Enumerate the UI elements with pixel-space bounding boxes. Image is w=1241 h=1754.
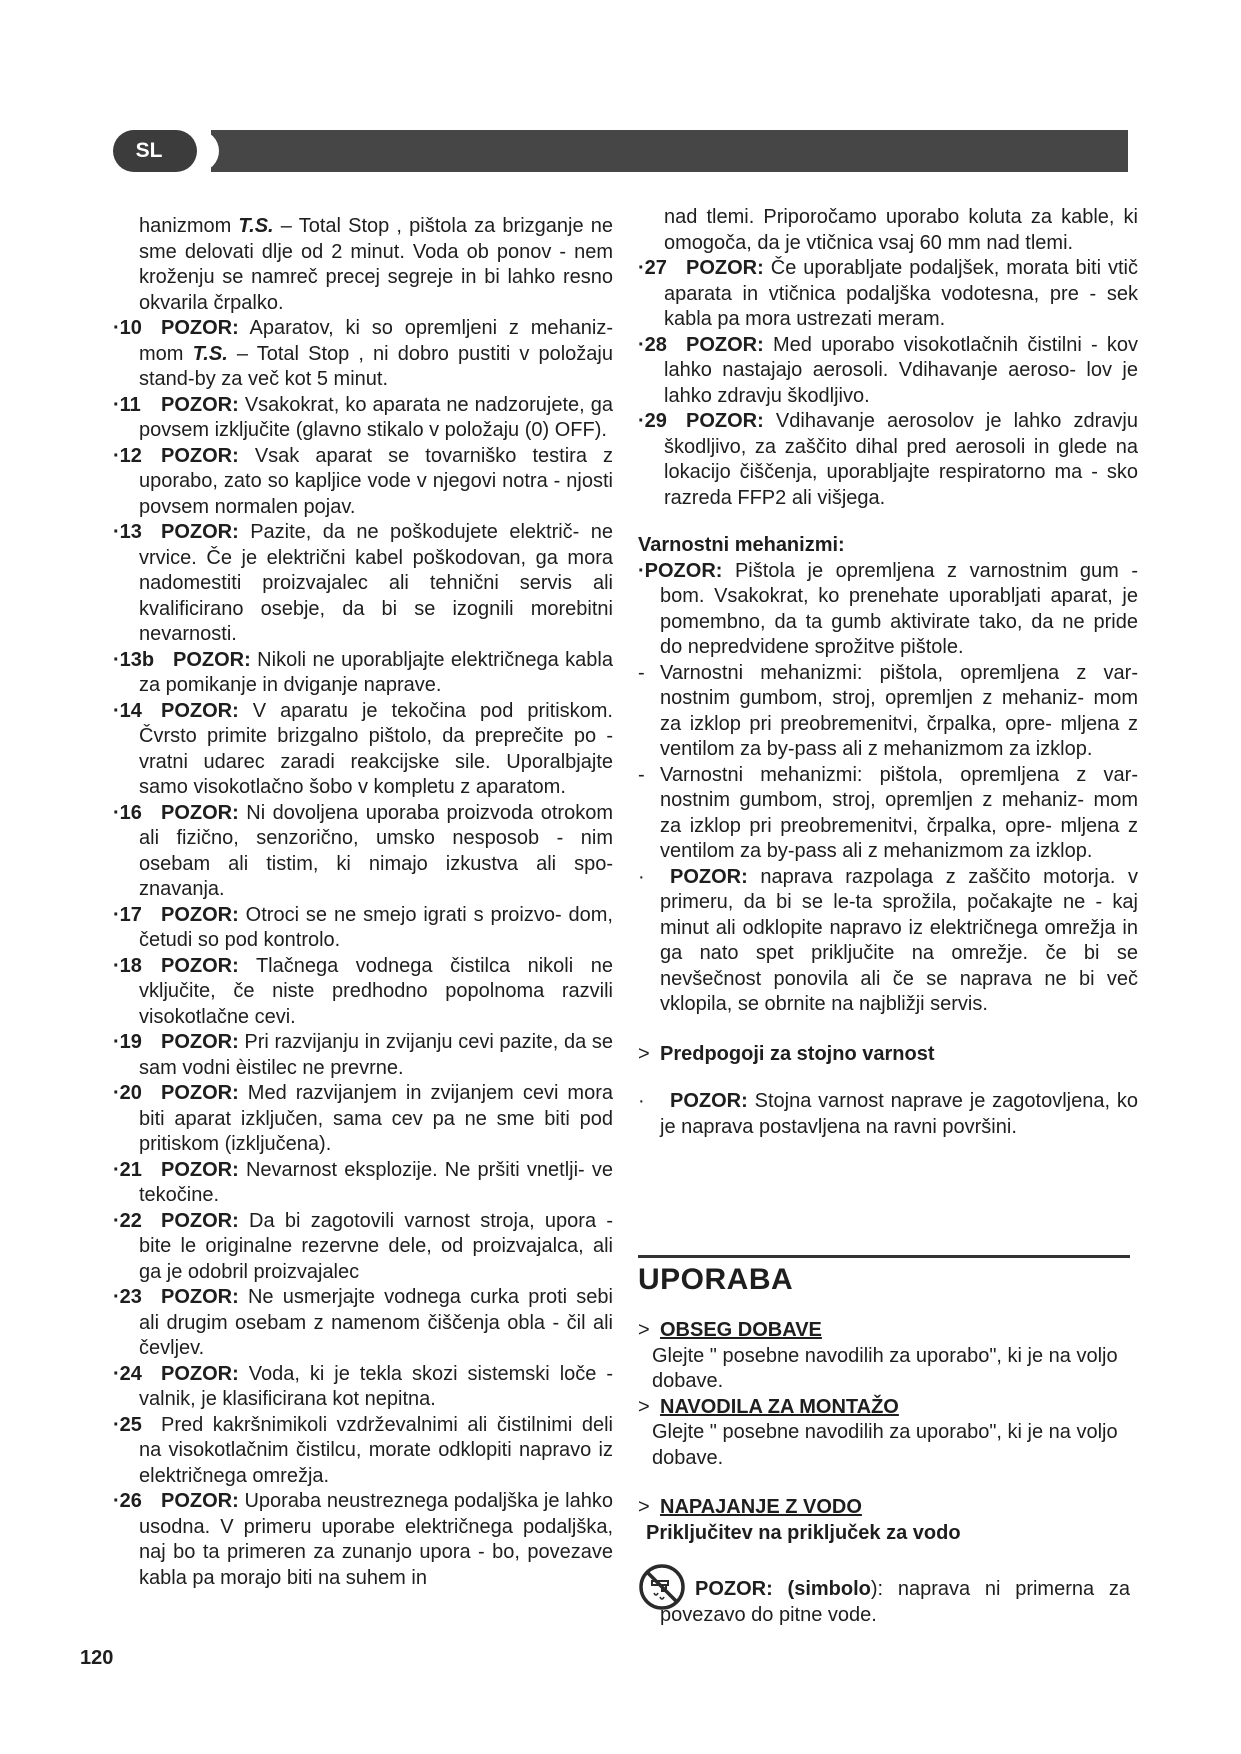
item-number: ·25 [113,1413,142,1436]
pozor-label: POZOR: [686,333,764,356]
warning-item: ·11 POZOR: Vsakokrat, ko aparata ne nadzorujete, ga povsem izključite (glavno stikalo v položaju (0) OFF). [113,393,613,441]
pozor-label: POZOR: [161,1158,239,1181]
pozor-label: POZOR: [161,317,239,339]
page-header [113,130,1128,172]
warning-item: ·16 POZOR: Ni dovoljena uporaba proizvoda otrokom ali fizično, senzorično, umsko nesposob - nim osebam ali tistim, ki nimajo izkustva ali spo- znavanja. [113,801,613,900]
item-number: ·28 [638,333,667,356]
pozor-label: POZOR: [161,1286,239,1308]
item-number: ·19 [113,1031,142,1053]
pozor-label: POZOR: [161,699,239,722]
language-badge: SL [113,130,197,172]
item-number: ·13 [113,521,142,543]
warning-item: ·25 Pred kakršnimikoli vzdrževalnimi ali čistilnimi deli na visokotlačnim čistilcu, morate odklopiti napravo iz električnega omrežja. [113,1413,613,1487]
item-number: ·10 [113,317,142,339]
section-rule [638,1255,1130,1258]
pozor-label: POZOR: [161,954,239,977]
pozor-label: POZOR: [161,521,239,543]
item-number: ·22 [113,1209,142,1232]
warning-item: ·26 POZOR: Uporaba neustreznega podaljška je lahko usodna. V primeru uporabe električnega podaljška, naj bo ta primeren za zunanjo upora - bo, povezave kabla pa morajo biti na suhem in [113,1490,613,1589]
item-number: ·17 [113,903,142,926]
warning-item: ·17 POZOR: Otroci se ne smejo igrati s proizvo- dom, četudi so pod kontrolo. [113,903,613,951]
pozor-label: POZOR: [173,648,251,671]
item-number: ·12 [113,444,142,467]
warning-item: ·23 POZOR: Ne usmerjajte vodnega curka proti sebi ali drugim osebam z namenom čiščenja obla - čil ali čevljev. [113,1286,613,1359]
warning-item: ·18 POZOR: Tlačnega vodnega čistilca nikoli ne vključite, če niste predhodno popolnoma razvili visokotlačne cevi. [113,954,613,1028]
pozor-label: POZOR: [161,903,239,926]
pozor-label: POZOR: [161,1209,239,1232]
page-number: 120 [80,1647,114,1669]
item-number: ·24 [113,1362,142,1385]
item-number: ·20 [113,1082,142,1104]
warning-item: ·13b POZOR: Nikoli ne uporabljajte električnega kabla za pomikanje in dviganje naprave. [113,648,613,696]
montaza-heading: > NAVODILA ZA MONTAŽO [638,1395,899,1418]
napajanje-subheading: Priključitev na priključek za vodo [646,1521,961,1544]
section-title-uporaba: UPORABA [638,1263,794,1296]
left-column [113,214,613,1591]
pozor-label: POZOR: [686,410,764,432]
stability-text: · POZOR: Stojna varnost naprave je zagotovljena, ko je naprava postavljena na ravni površini. [638,1090,1138,1138]
pozor-label: POZOR: [161,1490,239,1512]
safety-title: Varnostni mehanizmi: [638,534,845,556]
safety-pozor: ·POZOR: Pištola je opremljena z varnostnim gum - bom. Vsakokrat, ko prenehate uporabljati aparat, je pomembno, da ta gumb aktivirate tako, da ne pride do nepredvidene sprožitve pištole. [638,559,1138,658]
right-column [638,205,1138,1140]
item-number: ·14 [113,699,142,722]
warning-item: ·19 POZOR: Pri razvijanju in zvijanju cevi pazite, da se sam vodni èistilec ne prevrne. [113,1031,613,1079]
warning-item: ·28 POZOR: Med uporabo visokotlačnih čistilni - kov lahko nastajajo aerosoli. Vdihavanje aeroso- lov je lahko zdravju škodljivo. [638,333,1138,407]
warning-item: ·29 POZOR: Vdihavanje aerosolov je lahko zdravju škodljivo, za zaščito dihal pred aerosoli in glede na lokacijo čiščenja, uporabljajte respiratorno ma - sko razreda FFP2 ali višjega. [638,410,1138,509]
symbol-warning: POZOR: (simbolo): naprava ni primerna za povezavo do pitne vode. [660,1578,1131,1626]
header-bar [211,130,1128,172]
item-number: ·29 [638,410,667,432]
continued-paragraph: nad tlemi. Priporočamo uporabo koluta za kable, ki omogoča, da je vtičnica vsaj 60 mm nad tlemi. [664,206,1138,254]
item-number: ·27 [638,257,667,279]
item-number: ·18 [113,954,142,977]
warning-item: ·27 POZOR: Če uporabljate podaljšek, morata biti vtič aparata in vtičnica podaljška vodotesna, pre - sek kabla pa mora ustrezati meram. [638,257,1138,330]
stability-heading: > Predpogoji za stojno varnost [638,1042,935,1065]
safety-dash-1: - Varnostni mehanizmi: pištola, opremljena z var- nostnim gumbom, stroj, opremljen z mehaniz- mom za izklop pri preobremenitvi, črpalka, opre- mljena z ventilom za by-pass ali z mehanizmom za izklop. [638,661,1138,760]
item-number: ·21 [113,1158,142,1181]
obseg-heading: > OBSEG DOBAVE [638,1319,822,1341]
motor-protection: · POZOR: naprava razpolaga z zaščito motorja. v primeru, da bi se le-ta sprožila, počakajte ne - kaj minut ali odklopite napravo iz električnega omrežja in ga nato spet priključite na omrežje. če bi se nevšečnost ponovila ali če se naprava ne bi več vklopila, se obrnite na najbližji servis. [638,865,1138,1015]
intro-paragraph: hanizmom T.S. – Total Stop , pištola za brizganje ne sme delovati dlje od 2 minut. Voda ob ponov - nem kroženju se namreč precej segreje in bi lahko resno okvarila črpalko. [139,215,613,314]
warning-item: ·10 POZOR: Aparatov, ki so opremljeni z mehaniz- mom T.S. – Total Stop , ni dobro pustiti v položaju stand-by za več kot 5 minut. [113,317,613,390]
pozor-label: POZOR: [161,801,239,824]
item-number: ·11 [113,393,141,416]
uporaba-section [638,1318,1138,1546]
right-items [638,256,1138,511]
warning-item: ·12 POZOR: Vsak aparat se tovarniško testira z uporabo, zato so kapljice vode v njegovi notra - njosti povsem normalen pojav. [113,444,613,518]
item-number: ·23 [113,1286,142,1308]
pozor-label: POZOR: [161,1082,239,1104]
pozor-label: POZOR: [161,444,239,467]
warning-item: ·20 POZOR: Med razvijanjem in zvijanjem cevi mora biti aparat izključen, sama cev pa ne sme biti pod pritiskom (izključena). [113,1082,613,1155]
item-number: ·13b [113,648,155,671]
warning-item: ·24 POZOR: Voda, ki je tekla skozi sistemski loče - valnik, je klasificirana kot nepitna. [113,1362,613,1410]
pozor-label: POZOR: [161,1362,239,1385]
warning-item: ·13 POZOR: Pazite, da ne poškodujete električ- ne vrvice. Če je električni kabel poškodovan, ga mora nadomestiti proizvajalec ali tehnični servis ali kvalificirano osebje, da bi se izognili morebitni nevarnosti. [113,521,613,645]
obseg-text: Glejte " posebne navodilih za uporabo", ki je na voljo dobave. [652,1344,1118,1392]
safety-dash-2: - Varnostni mehanizmi: pištola, opremljena z var- nostnim gumbom, stroj, opremljen z mehaniz- mom za izklop pri preobremenitvi, črpalka, opre- mljena z ventilom za by-pass ali z mehanizmom za izklop. [638,763,1138,862]
warning-item: ·21 POZOR: Nevarnost eksplozije. Ne pršiti vnetlji- ve tekočine. [113,1158,613,1206]
item-number: ·16 [113,801,142,824]
pozor-label: POZOR: [161,1031,239,1053]
left-items [113,316,613,1591]
warning-item: ·14 POZOR: V aparatu je tekočina pod pritiskom. Čvrsto primite brizgalno pištolo, da preprečite po - vratni udarec zaradi reakcijske sile. Uporalbjajte samo visokotlačno šobo v kompletu z aparatom. [113,699,613,798]
pozor-label: POZOR: [686,257,764,279]
napajanje-heading: > NAPAJANJE Z VODO [638,1496,862,1518]
item-number: ·26 [113,1490,142,1512]
montaza-text: Glejte " posebne navodilih za uporabo", ki je na voljo dobave. [652,1421,1118,1469]
warning-item: ·22 POZOR: Da bi zagotovili varnost stroja, upora - bite le originalne rezervne dele, od proizvajalca, ali ga je odobril proizvajalec [113,1209,613,1283]
pozor-label: POZOR: [161,393,239,416]
